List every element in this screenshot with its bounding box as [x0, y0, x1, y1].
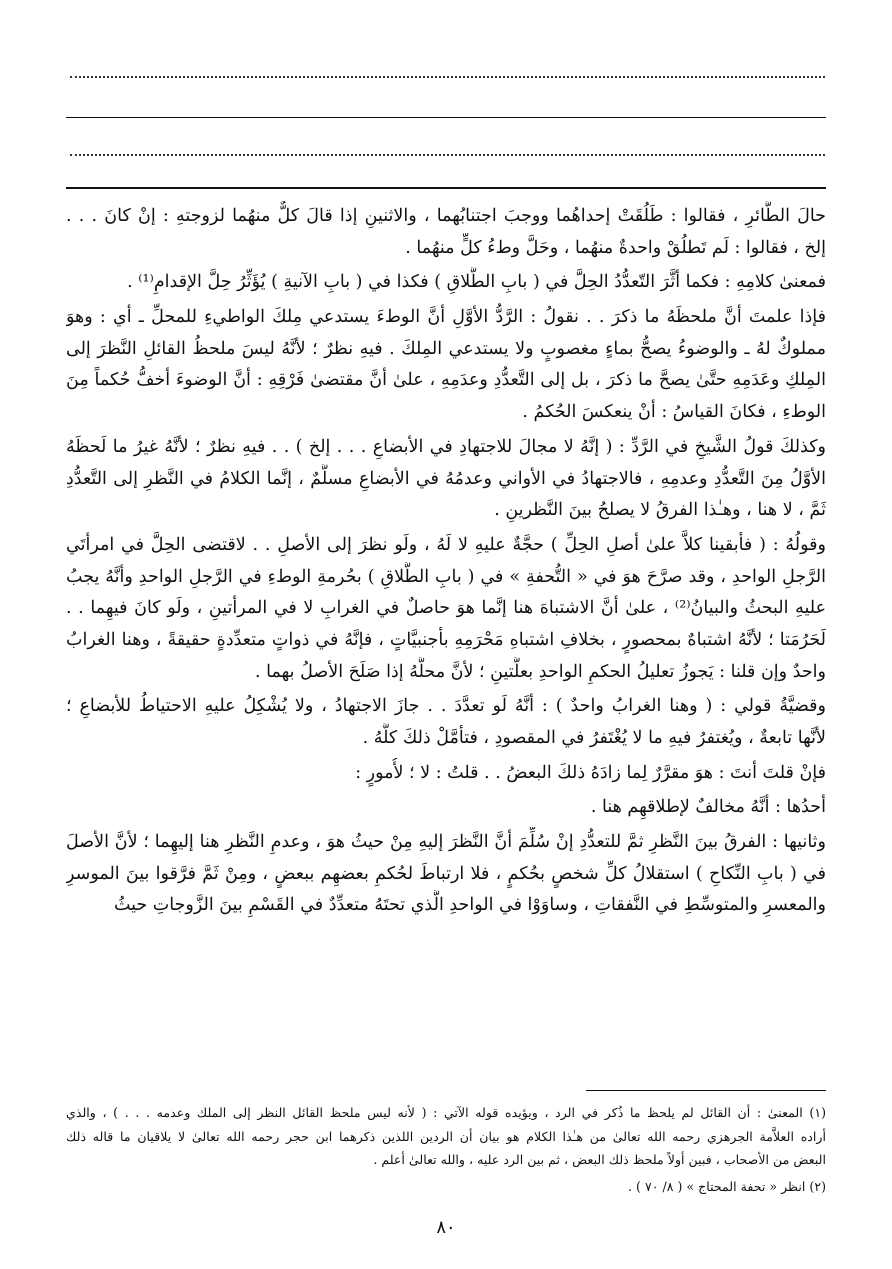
text-line: الرَّجلِ الواحدِ ، وقد صرَّحَ هوَ في « التُّحفةِ » في ( بابِ الطَّلاقِ ) بحُرمةِ الوطءِ في الرَّجلِ الواحدِ وأنَّهُ يجبُ [66, 566, 826, 587]
paragraph [66, 267, 826, 299]
text-line: لَحَرُمَتا ؛ لأنَّهُ اشتباهٌ بمحصورٍ ، بخلافِ اشتباهِ مَحْرَمِهِ بأجنبيَّاتٍ ، فإنَّهُ في ذواتٍ متعدِّدةٍ حقيقةً ، وهنا الغرابُ [66, 629, 826, 650]
text-line: لأنَّها تابعةٌ ، ويُغتفرُ فيهِ ما لا يُغْتَفرُ في المقصودِ ، فتأمَّلْ ذلكَ كلَّهُ . [362, 728, 826, 748]
text-line: الأوَّلُ مِنَ التَّعدُّدِ وعدمِهِ ، فالاجتهادُ في الأواني وعدمُهُ في الأبضاعِ مسلَّمٌ ، إنَّما الكلامُ في النَّظرِ إلى التَّعدُّدِ [66, 468, 826, 489]
text-line: عليهِ البحثُ والبيانُ⁽²⁾ ، علىٰ أنَّ الاشتباهَ هنا إنَّما هوَ حاصلٌ في الغرابِ لا في المرأتينِ ، ولَو كانَ فيهِما . . [66, 598, 826, 619]
text-line: ثَمَّ ، لا هنا ، وهـٰذا الفرقُ لا يصلحُ بينَ النَّظرينِ . [494, 500, 826, 521]
paragraph [66, 432, 826, 527]
text-line: المِلكِ وعَدَمِهِ حتَّىٰ يصحَّ ما ذكرَ ، بل إلى التَّعدُّدِ وعدَمِهِ ، علىٰ أنَّ مقتضىٰ فَرْقِهِ : أنَّ الوضوءَ أخفُّ حُكماً مِنَ [66, 370, 826, 391]
text-line: أحدُها : أنَّهُ مخالفٌ لإطلاقهِم هنا . [590, 797, 826, 818]
horizontal-rule [66, 117, 826, 118]
text-line: (١) المعنىٰ : أن القائل لم يلحظ ما ذُكر في الرد ، ويؤيده قوله الآتي : ( لأنه ليس ملحظ القائل النظر إلى الملك وعدمه . . . ) ، والذي [66, 1105, 826, 1120]
dotted-placeholder-line [70, 154, 825, 156]
text-line: وكذلكَ قولُ الشَّيخِ في الرَّدِّ : ( إنَّهُ لا مجالَ للاجتهادِ في الأبضاعِ . . . إلخ ) . . فيهِ نظرٌ ؛ لأنَّهُ غيرُ ما لَحظَهُ [66, 436, 826, 457]
text-line: فإذا علمتَ أنَّ ملحظَهُ ما ذكرَ . . نقولُ : الرَّدُّ الأوَّلِ أنَّ الوطءَ يستدعي مِلكَ الواطيءِ للمحلِّ ـ أي : وهوَ [66, 307, 826, 328]
footnote-separator-rule [586, 1090, 826, 1091]
paragraph [66, 201, 826, 264]
text-line: واحدٌ وإن قلنا : يَجوزُ تعليلُ الحكمِ الواحدِ بعلَّتينِ ؛ لأنَّ محلَّهُ إذا صَلَحَ الأصلُ بهما . [255, 661, 826, 682]
paragraph [66, 302, 826, 429]
paragraph [66, 530, 826, 688]
text-line: أراده العلاَّمة الجرهزي رحمه الله تعالىٰ من هـٰذا الكلام هو بيان أن الردين اللذين ذكرهما ابن حجر رحمه الله تعالىٰ لا يلاقيان ما قاله ذلك [66, 1128, 826, 1144]
text-line: وثانيها : الفرقُ بينَ النَّظرِ ثمَّ للتعدُّدِ إنْ سُلِّمَ أنَّ النَّظرَ إليهِ مِنْ حيثُ هوَ ، وعدمِ النَّظرِ هنا إليهِما ؛ لأنَّ الأصلَ [66, 832, 826, 853]
text-line: (٢) انظر « تحفة المحتاج » ( ٨/ ٧٠ ) . [628, 1178, 826, 1194]
text-line: فمعنىٰ كلامِهِ : فكما أثَّرَ التّعدُّدُ الحِلَّ في ( بابِ الطَّلاقِ ) فكذا في ( بابِ الآنيةِ ) يُؤَثِّرُ حِلَّ الإقدامِ⁽¹⁾ . [127, 272, 826, 293]
text-line: إلخ ، فقالوا : لَم تَطلُقْ واحدةٌ منهُما ، وحَلَّ وطءُ كلٍّ منهُما . [405, 237, 826, 258]
text-line: البعض من الأصحاب ، فبين أولاً ملحظ ذلك البعض ، ثم بين الرد عليه ، والله تعالىٰ أعلم . [373, 1152, 826, 1168]
text-line: والمعسرِ والمتوسِّطِ في النَّفقاتِ ، وساوَوْا في الواحدِ الَّذي تحتَهُ متعدِّدٌ في القَسْمِ بينَ الزَّوجاتِ حيثُ [113, 895, 826, 916]
text-line: حالَ الطَّائرِ ، فقالوا : طَلُقَتْ إحداهُما ووجبَ اجتنابُهما ، والاثنينِ إذا قالَ كلٌّ منهُما لزوجتهِ : إنْ كانَ . . . [66, 206, 826, 226]
text-line: وقولُهُ : ( فأبقينا كلاًّ علىٰ أصلِ الحِلِّ ) حجَّةٌ عليهِ لا لَهُ ، ولَو نظرَ إلى الأصلِ . . لاقتضى الحِلَّ في امرأتَي [66, 534, 826, 555]
paragraph [66, 792, 826, 824]
header-separator-rule [66, 187, 826, 189]
text-line: مملوكٌ لهُ ـ والوضوءُ يصحُّ بماءٍ مغصوبٍ ولا يستدعي المِلكَ . فيهِ نظرٌ ؛ لأنَّهُ ليسَ ملحظُ القائلِ النَّظرَ إلى [66, 338, 826, 359]
paragraph [66, 758, 826, 790]
paragraph [66, 827, 826, 922]
text-line: وقضيَّةُ قولي : ( وهنا الغرابُ واحدٌ ) : أنَّهُ لَو تعدَّدَ . . جازَ الاجتهادُ ، ولا يُشْكِلُ عليهِ الاحتياطُ للأبضاعِ ؛ [66, 696, 826, 717]
page-number: ٨٠ [436, 1217, 456, 1238]
footnotes [66, 1101, 826, 1201]
text-line: في ( بابِ النِّكاحِ ) استقلالُ كلِّ شخصٍ بحُكمٍ ، فلا ارتباطَ لحُكمِ بعضهِم ببعضٍ ، ومِنْ ثَمَّ فرَّقوا بينَ الموسرِ [66, 863, 826, 884]
text-line: الوطءِ ، فكانَ القياسُ : أنْ ينعكسَ الحُكمُ . [522, 402, 826, 423]
main-text [66, 201, 826, 925]
dotted-placeholder-line [70, 76, 825, 78]
text-line: فإنْ قلتَ أنتَ : هوَ مقرَّرٌ لِما زادَهُ ذلكَ البعضُ . . قلتُ : لا ؛ لأُمورٍ : [355, 762, 826, 783]
paragraph [66, 691, 826, 754]
footnote [66, 1175, 826, 1199]
footnote [66, 1101, 826, 1172]
